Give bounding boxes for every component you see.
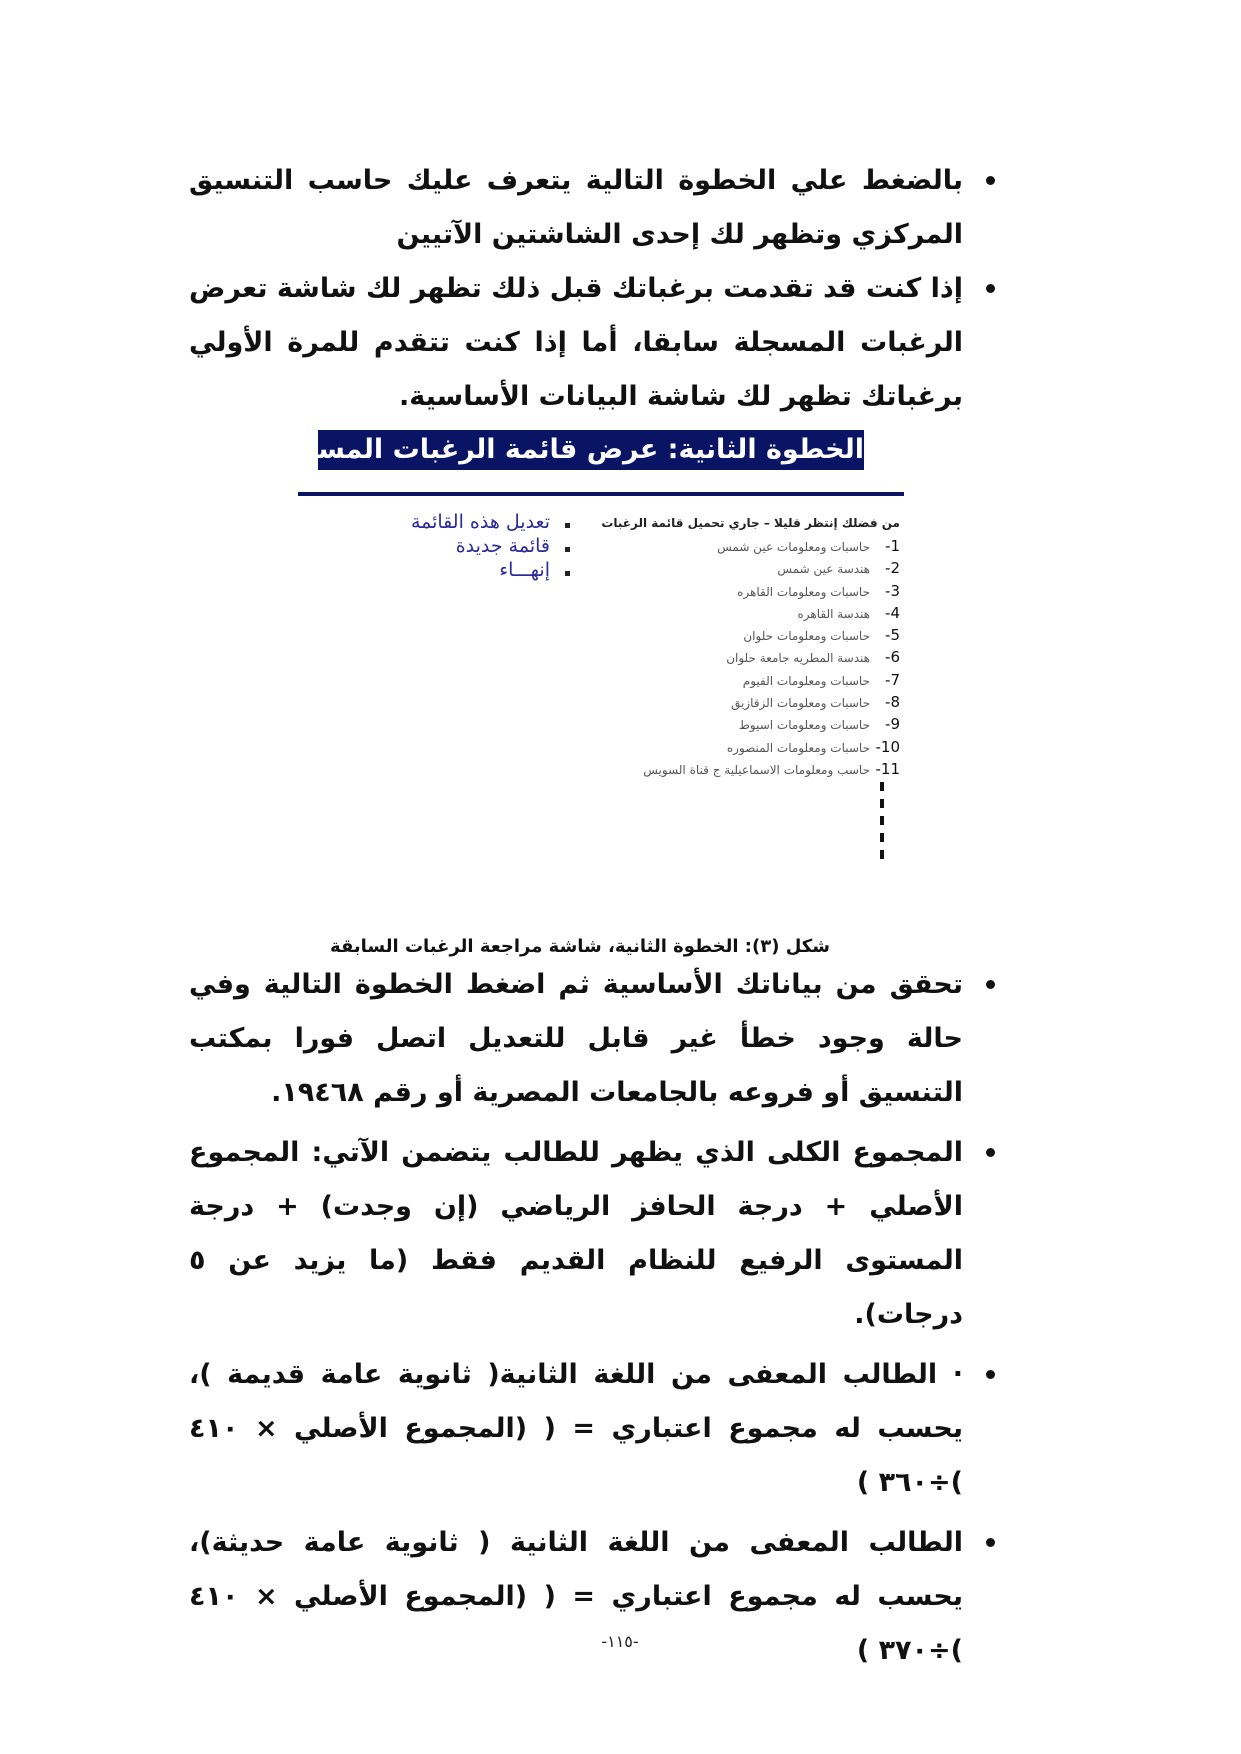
list-item: 5-حاسبات ومعلومات حلوان [743, 626, 900, 645]
list-item: 1-حاسبات ومعلومات عين شمس [717, 537, 900, 555]
list-item: 10-حاسبات ومعلومات المنصوره [726, 737, 900, 756]
bullet-dot-icon [986, 1538, 995, 1547]
page-number: -١١٥- [601, 1632, 639, 1651]
bullet-dot-icon [986, 284, 995, 293]
bullet-dot-icon [986, 176, 995, 185]
bullet-list-bottom [189, 958, 1001, 1684]
menu-item-new-list[interactable]: قائمة جديدة [400, 534, 570, 558]
bullet-list-top [189, 154, 1001, 424]
menu-item-finish[interactable]: إنهـــاء [400, 558, 570, 582]
screen-heading: الخطوة الثانية: عرض قائمة الرغبات المسجلة سابقاً [318, 430, 864, 470]
bullet-item: الطالب المعفى من اللغة الثانية ( ثانوية عامة حديثة)، يحسب له مجموع اعتباري = ( (المجموع الأصلي × ٤١٠ )÷٣٧٠ ) [189, 1516, 1001, 1678]
list-item: 4-هندسة القاهره [797, 603, 900, 622]
list-item: 9-حاسبات ومعلومات اسيوط [738, 715, 900, 734]
list-item: 6-هندسة المطريه جامعة حلوان [726, 648, 900, 667]
bullet-item: تحقق من بياناتك الأساسية ثم اضغط الخطوة التالية وفي حالة وجود خطأ غير قابل للتعديل اتصل فورا بمكتب التنسيق أو فروعه بالجامعات المصرية أو رقم ١٩٤٦٨. [189, 958, 1001, 1120]
list-item: 11-حاسب ومعلومات الاسماعيلية ج قناة السويس [643, 759, 900, 778]
list-item: 2-هندسة عين شمس [777, 559, 900, 578]
list-item: 7-حاسبات ومعلومات الفيوم [742, 670, 900, 689]
list-item: 8-حاسبات ومعلومات الزقازيق [730, 693, 900, 712]
figure-caption: شكل (٣): الخطوة الثانية، شاشة مراجعة الرغبات السابقة [330, 936, 830, 957]
bullet-item: · الطالب المعفى من اللغة الثانية( ثانوية عامة قديمة )، يحسب له مجموع اعتباري = ( (المجموع الأصلي × ٤١٠ )÷٣٦٠ ) [189, 1348, 1001, 1510]
bullet-item: المجموع الكلى الذي يظهر للطالب يتضمن الآتي: المجموع الأصلي + درجة الحافز الرياضي (إن وجدت) + درجة المستوى الرفيع للنظام القديم فقط (ما يزيد عن ٥ درجات). [189, 1126, 1001, 1342]
screen-menu [400, 510, 570, 582]
bullet-dot-icon [986, 1148, 995, 1157]
square-bullet-icon [565, 523, 570, 528]
loading-status: من فضلك إنتظر قليلا – جاري تحميل قائمة الرغبات [601, 516, 900, 530]
heading-divider [298, 492, 904, 496]
list-item: 3-حاسبات ومعلومات القاهره [737, 581, 900, 600]
menu-item-edit-list[interactable]: تعديل هذه القائمة [400, 510, 570, 534]
wish-list [560, 536, 900, 781]
bullet-dot-icon [986, 980, 995, 989]
bullet-item: إذا كنت قد تقدمت برغباتك قبل ذلك تظهر لك شاشة تعرض الرغبات المسجلة سابقا، أما إذا كنت تتقدم للمرة الأولي برغباتك تظهر لك شاشة البيانات الأساسية. [189, 262, 1001, 424]
continuation-dashes [880, 782, 884, 867]
bullet-item: بالضغط علي الخطوة التالية يتعرف عليك حاسب التنسيق المركزي وتظهر لك إحدى الشاشتين الآتيين [189, 154, 1001, 262]
bullet-dot-icon [986, 1370, 995, 1379]
